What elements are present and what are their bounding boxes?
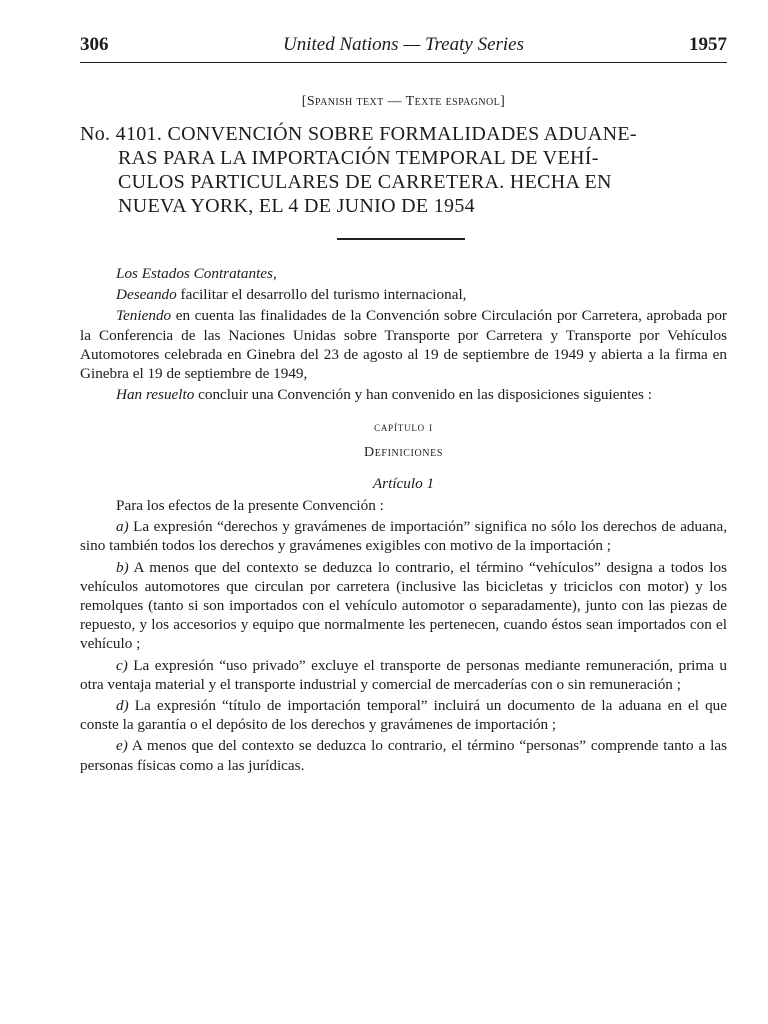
item-letter: d) bbox=[116, 697, 129, 715]
preamble-paragraph bbox=[80, 385, 727, 404]
title-line: CULOS PARTICULARES DE CARRETERA. HECHA EN bbox=[118, 171, 612, 193]
item-text: La expresión “uso privado” excluye el transporte de personas mediante remuneración, prima u otra ventaja material y el transporte industrial y comercial de mercaderías con o sin remuneración ; bbox=[80, 656, 727, 693]
running-header bbox=[80, 34, 727, 58]
parties-text: Los Estados Contratantes, bbox=[116, 265, 277, 282]
article-intro: Para los efectos de la presente Convención : bbox=[116, 497, 384, 515]
document-body bbox=[80, 264, 727, 777]
paragraph-lead: Deseando bbox=[116, 286, 177, 304]
definition-item bbox=[80, 558, 727, 654]
definition-item bbox=[80, 736, 727, 774]
item-letter: c) bbox=[116, 656, 128, 674]
paragraph-lead: Teniendo bbox=[116, 307, 172, 325]
article-heading: Artículo 1 bbox=[372, 474, 435, 492]
paragraph-text: concluir una Convención y han convenido en las disposiciones siguientes : bbox=[194, 386, 652, 404]
preamble-paragraph bbox=[80, 285, 727, 304]
chapter-label: capítulo i bbox=[374, 419, 433, 435]
title-line: RAS PARA LA IMPORTACIÓN TEMPORAL DE VEHÍ- bbox=[118, 147, 599, 169]
definition-item bbox=[80, 656, 727, 694]
item-text: A menos que del contexto se deduzca lo contrario, el término “personas” comprende tanto a las personas físicas como a las jurídicas. bbox=[80, 737, 727, 774]
title-line: No. 4101. CONVENCIÓN SOBRE FORMALIDADES ADUANE- bbox=[80, 123, 637, 145]
language-note: [Spanish text — Texte espagnol] bbox=[301, 94, 506, 109]
item-text: La expresión “derechos y gravámenes de importación” significa no sólo los derechos de aduana, sino también todos los derechos y gravámenes exigibles con motivo de la importación ; bbox=[80, 518, 727, 555]
paragraph-text: facilitar el desarrollo del turismo internacional, bbox=[176, 286, 467, 304]
definition-item bbox=[80, 696, 727, 734]
preamble-parties bbox=[80, 264, 727, 283]
chapter-name: Definiciones bbox=[364, 444, 443, 460]
preamble-paragraph bbox=[80, 306, 727, 383]
series-title: United Nations — Treaty Series bbox=[282, 34, 525, 55]
item-letter: e) bbox=[116, 737, 128, 755]
item-text: A menos que del contexto se deduzca lo contrario, el término “vehículos” designa a todos los vehículos automotores que circulan por carretera (inclusive las bicicletas y triciclos con motor) y los remolques (tanto si son importados con el vehículo automotor o separadamente), junto con las piezas de repuesto, y los accesorios y equipo que normalmente les pertenecen, cuando éstos sean importados con el vehículo ; bbox=[80, 558, 727, 653]
paragraph-text: en cuenta las finalidades de la Convención sobre Circulación por Carretera, aprobada por la Conferencia de las Naciones Unidas sobre Transporte por Carretera y Transporte por Vehículos Automotores celebrada en Ginebra del 23 de agosto al 19 de septiembre de 1949 y abierta a la firma en Ginebra el 19 de septiembre de 1949, bbox=[80, 307, 727, 383]
item-letter: b) bbox=[116, 558, 129, 576]
definition-item bbox=[80, 517, 727, 555]
document-title bbox=[80, 122, 730, 218]
title-rule bbox=[337, 238, 465, 240]
item-letter: a) bbox=[116, 518, 129, 536]
header-rule bbox=[80, 62, 727, 63]
paragraph-lead: Han resuelto bbox=[116, 386, 195, 404]
title-line: NUEVA YORK, EL 4 DE JUNIO DE 1954 bbox=[118, 195, 475, 217]
year: 1957 bbox=[689, 34, 727, 55]
page-number: 306 bbox=[80, 34, 109, 55]
item-text: La expresión “título de importación temporal” incluirá un documento de la aduana en el que conste la garantía o el depósito de los derechos y gravámenes de importación ; bbox=[80, 697, 727, 734]
